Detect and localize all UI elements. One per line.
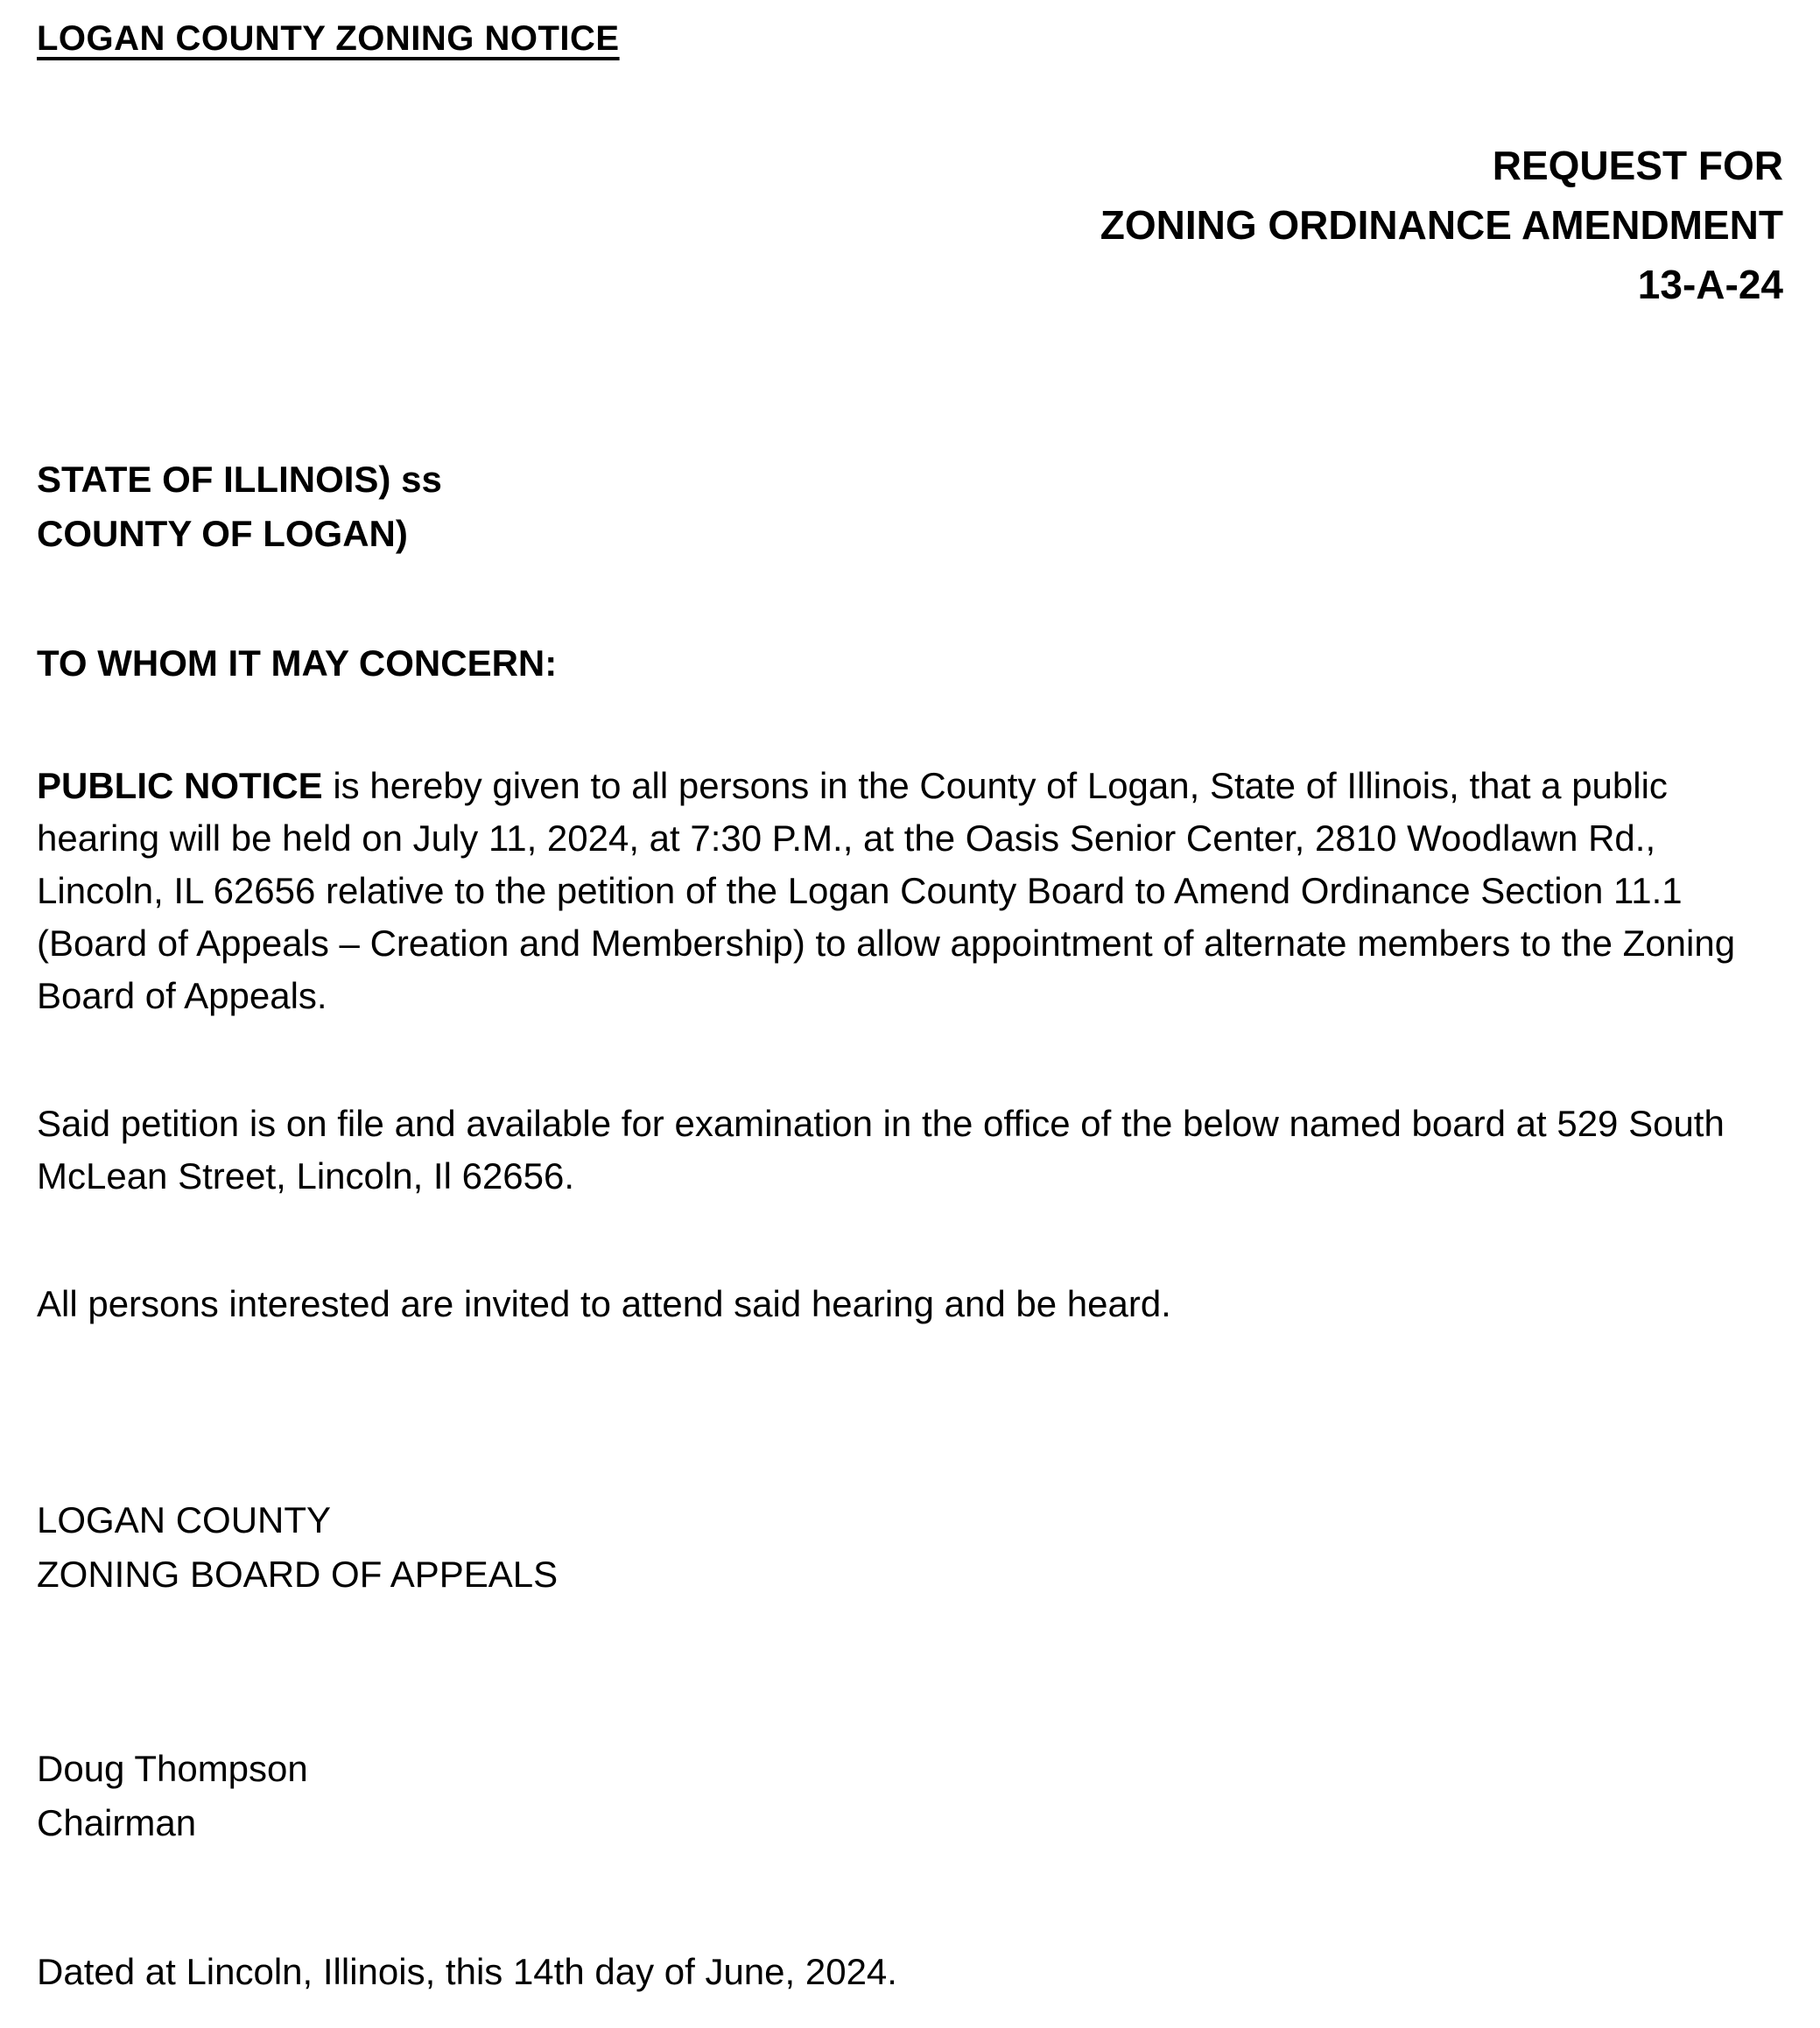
signer-name: Doug Thompson: [37, 1748, 308, 1790]
public-notice-lead: PUBLIC NOTICE: [37, 764, 323, 806]
board-name-line1: LOGAN COUNTY: [37, 1498, 332, 1540]
request-heading-line2: ZONING ORDINANCE AMENDMENT: [1100, 202, 1783, 249]
dated-line: Dated at Lincoln, Illinois, this 14th day of June, 2024.: [37, 1950, 897, 1992]
board-name-block: [37, 1493, 1783, 1602]
document-title: LOGAN COUNTY ZONING NOTICE: [37, 19, 620, 58]
signature-block: [37, 1742, 1783, 1850]
public-notice-paragraph: [37, 760, 1783, 1022]
request-heading-block: [37, 136, 1783, 314]
signer-title: Chairman: [37, 1802, 197, 1844]
state-line: STATE OF ILLINOIS) ss: [37, 459, 442, 501]
petition-on-file-paragraph: Said petition is on file and available for examination in the office of the below named board at 529 South McLean Street, Lincoln, Il 62656.: [37, 1102, 1725, 1196]
board-name-line2: ZONING BOARD OF APPEALS: [37, 1554, 559, 1596]
to-whom-it-may-concern-line: TO WHOM IT MAY CONCERN:: [37, 642, 558, 684]
county-line: COUNTY OF LOGAN): [37, 513, 408, 555]
state-county-block: [37, 453, 1783, 561]
invitation-paragraph: All persons interested are invited to attend said hearing and be heard.: [37, 1282, 1171, 1324]
public-notice-body: is hereby given to all persons in the County of Logan, State of Illinois, that a public hearing will be held on July 11, 2024, at 7:30 P.M., at the Oasis Senior Center, 2810 Woodlawn Rd., Lincoln, IL 62656 relative to the petition of the Logan County Board to Amend Ordinance Section 11.1 (Board of Appeals – Creation and Membership) to allow appointment of alternate members to the Zoning Board of Appeals.: [37, 764, 1736, 1016]
request-heading-line1: REQUEST FOR: [1492, 143, 1783, 188]
case-number: 13-A-24: [1637, 262, 1783, 308]
